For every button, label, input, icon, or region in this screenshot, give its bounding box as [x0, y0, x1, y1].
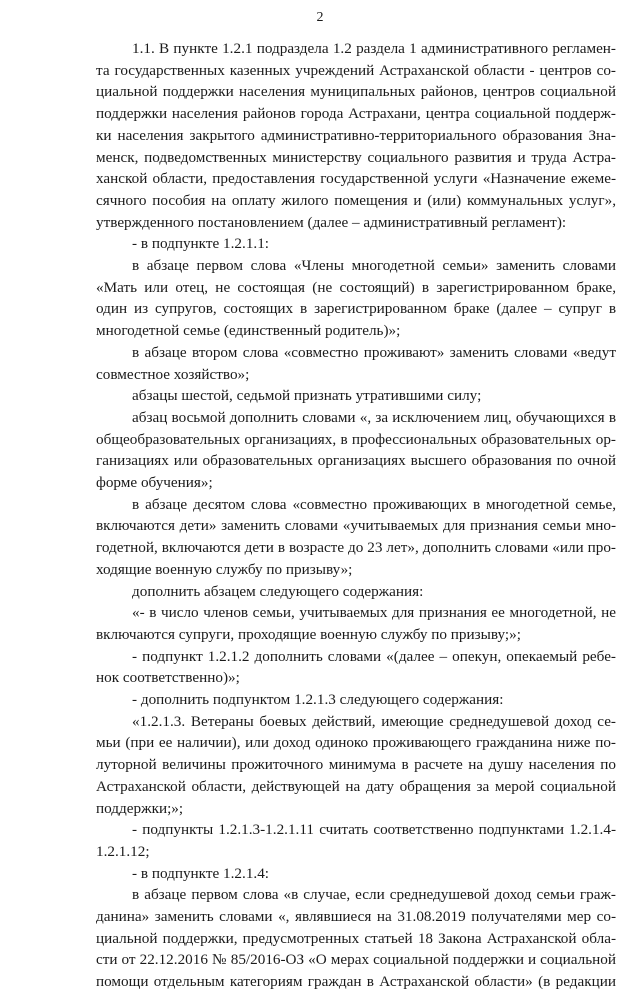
text-line: общеобразовательных организациях, в профессиональных образовательных ор- [96, 430, 616, 448]
text-line: «1.2.1.3. Ветераны боевых действий, имеющие среднедушевой доход се- [132, 712, 616, 730]
text-line: - в подпункте 1.2.1.4: [132, 864, 270, 882]
text-line: в абзаце первом слова «в случае, если среднедушевой доход семьи граж- [132, 886, 616, 904]
text-line: 1.2.1.12; [96, 842, 150, 860]
text-line: та государственных казенных учреждений Астраханской области - центров со- [96, 61, 616, 79]
text-line: - дополнить подпунктом 1.2.1.3 следующего содержания: [132, 691, 504, 708]
text-line: нок соответственно)»; [96, 669, 240, 687]
text-line: абзац восьмой дополнить словами «, за исключением лиц, обучающихся в [132, 408, 616, 426]
text-line: 1.1. В пункте 1.2.1 подраздела 1.2 раздела 1 административного регламен- [132, 40, 616, 57]
text-line: совместное хозяйство»; [96, 365, 250, 383]
text-line: годетной, включаются дети в возрасте до 23 лет», дополнить словами «или про- [96, 539, 616, 557]
text-line: дополнить абзацем следующего содержания: [132, 582, 424, 600]
text-line: форме обучения»; [96, 474, 213, 491]
text-line: ки населения закрытого административно-территориального образования Зна- [96, 126, 616, 144]
text-line: циальной поддержки, предусмотренных статьей 18 Закона Астраханской обла- [96, 929, 616, 947]
text-line: в абзаце первом слова «Члены многодетной семьи» заменить словами [132, 257, 616, 274]
text-line: - в подпункте 1.2.1.1: [132, 235, 270, 253]
text-line: «- в число членов семьи, учитываемых для признания ее многодетной, не [132, 604, 616, 622]
text-line: - подпункты 1.2.1.3-1.2.1.11 считать соответственно подпунктами 1.2.1.4- [132, 821, 616, 839]
text-line: включаются дети» заменить словами «учитываемых для признания семьи мно- [96, 517, 616, 535]
text-line: циальной поддержки населения муниципальных районов, центров социальной [96, 83, 616, 101]
text-line: поддержки населения районов города Астрахани, центра социальной поддерж- [96, 105, 616, 123]
text-line: данина» заменить словами «, являвшиеся на 31.08.2019 получателями мер со- [96, 908, 616, 925]
text-line: менск, подведомственных министерству социального развития и труда Астра- [96, 148, 616, 166]
text-line: мьи (при ее наличии), или доход одиноко проживающего гражданина ниже по- [96, 734, 616, 752]
text-line: включаются супруги, проходящие военную службу по призыву;»; [96, 625, 521, 643]
text-line: абзацы шестой, седьмой признать утратившими силу; [132, 387, 482, 405]
text-line: сячного пособия на оплату жилого помещения и (или) коммунальных услуг», [96, 191, 616, 209]
text-line: в абзаце втором слова «совместно проживают» заменить словами «ведут [132, 343, 616, 361]
text-line: ганизациях или образовательных организациях высшего образования по очной [96, 452, 616, 470]
text-line: луторной величины прожиточного минимума в расчете на душу населения по [96, 756, 616, 774]
text-line: сти от 22.12.2016 № 85/2016-ОЗ «О мерах социальной поддержки и социальной [96, 951, 616, 969]
text-line: поддержки;»; [96, 799, 184, 817]
text-line: ходящие военную службу по призыву»; [96, 560, 353, 578]
text-line: один из супругов, состоящих в зарегистрированном браке (далее – супруг в [96, 300, 616, 318]
text-line: ханской области, предоставления государственной услуги «Назначение ежеме- [96, 170, 616, 188]
text-line: помощи отдельным категориям граждан в Астраханской области» (в редакции [96, 973, 616, 991]
page-number: 2 [316, 10, 324, 25]
text-line: многодетной семье (единственный родитель)»; [96, 322, 401, 340]
text-line: утвержденного постановлением (далее – административный регламент): [96, 213, 567, 231]
text-line: «Мать или отец, не состоящая (не состоящий) в зарегистрированном браке, [96, 278, 616, 296]
text-line: в абзаце десятом слова «совместно проживающих в многодетной семье, [132, 495, 616, 513]
text-line: - подпункт 1.2.1.2 дополнить словами «(далее – опекун, опекаемый ребе- [132, 647, 616, 665]
text-line: Астраханской области, действующей на дату обращения за мерой социальной [96, 777, 616, 795]
